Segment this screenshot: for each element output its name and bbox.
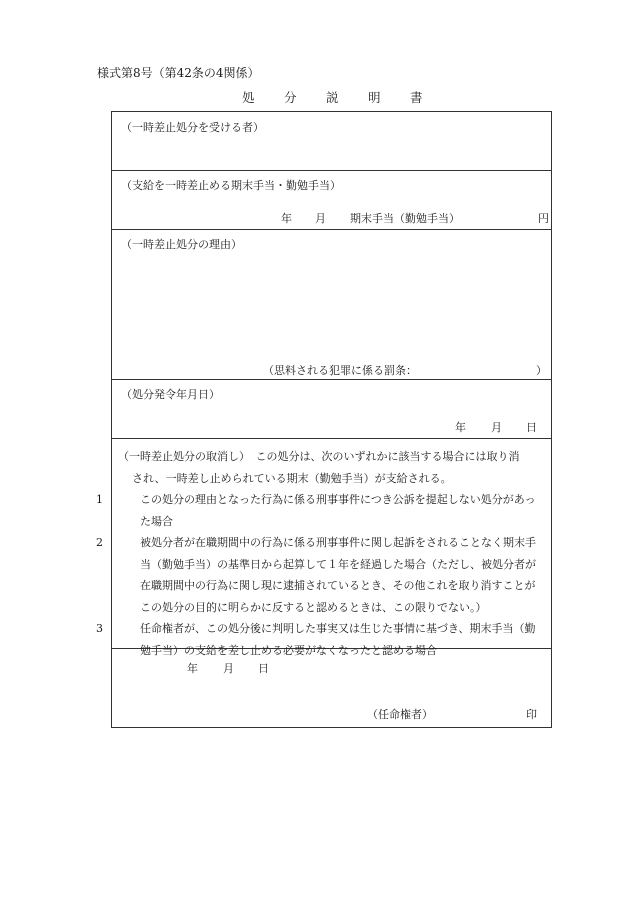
allowance-year: 年	[281, 212, 292, 225]
issue-date-label: （処分発令年月日）	[121, 388, 220, 401]
recipient-row[interactable]	[112, 112, 551, 171]
signature-row[interactable]	[112, 648, 551, 729]
issue-day: 日	[526, 421, 537, 434]
title-char: 分	[284, 90, 297, 105]
title-char: 説	[326, 90, 339, 105]
reason-row[interactable]	[112, 229, 551, 380]
issue-month: 月	[491, 421, 502, 434]
cancellation-item-1	[96, 489, 545, 532]
title-char: 書	[410, 90, 423, 105]
cancellation-item-2	[96, 532, 545, 618]
recipient-label: （一時差止処分を受ける者）	[121, 121, 264, 134]
item-number: 1	[96, 493, 103, 506]
cancellation-note	[96, 446, 545, 661]
allowance-row[interactable]	[112, 170, 551, 230]
allowance-label: （支給を一時差止める期末手当・勤勉手当）	[121, 179, 341, 192]
item-text: 被処分者が在職期間中の行為に係る刑事事件に関し起訴をされることなく期末手当（勤勉手当）の基準日から起算して１年を経過した場合（ただし、被処分者が在職期間中の行為に関し現に逮捕されているとき、その他これを取り消すことがこの処分の目的に明らかに反すると認めるときは、この限りでない。）	[140, 536, 536, 614]
title-char: 明	[368, 90, 381, 105]
cancellation-intro-2: され、一時差し止められている期末（勤勉手当）が支給される。	[132, 471, 452, 485]
item-text: この処分の理由となった行為に係る刑事事件につき公訴を提起しない処分があった場合	[140, 493, 536, 528]
form-table	[96, 111, 552, 728]
seal-mark: 印	[526, 708, 537, 721]
form-number: 様式第8号（第42条の4関係）	[97, 66, 260, 80]
item-text: 任命権者が、この処分後に判明した事実又は生じた事情に基づき、期末手当（勤勉手当）の支給を差し止める必要がなくなったと認める場合	[140, 622, 536, 657]
footer-day: 日	[258, 662, 269, 675]
allowance-yen: 円	[538, 212, 549, 225]
issue-year: 年	[455, 421, 466, 434]
footer-year: 年	[187, 662, 198, 675]
item-number: 3	[96, 622, 103, 635]
penalty-note: （思料される犯罪に係る罰条：	[263, 364, 417, 377]
issue-date-row[interactable]	[112, 379, 551, 439]
footer-month: 月	[223, 662, 234, 675]
penalty-close: ）	[536, 364, 547, 377]
allowance-type: 期末手当（勤勉手当）	[350, 212, 460, 225]
allowance-month: 月	[315, 212, 326, 225]
authority-label: （任命権者）	[367, 708, 433, 721]
item-number: 2	[96, 536, 103, 549]
cancellation-row	[96, 438, 551, 657]
title-char: 処	[242, 90, 255, 105]
document-title	[242, 88, 452, 106]
reason-label: （一時差止処分の理由）	[121, 238, 242, 251]
cancellation-intro-1: （一時差止処分の取消し） この処分は、次のいずれかに該当する場合には取り消	[118, 450, 520, 463]
